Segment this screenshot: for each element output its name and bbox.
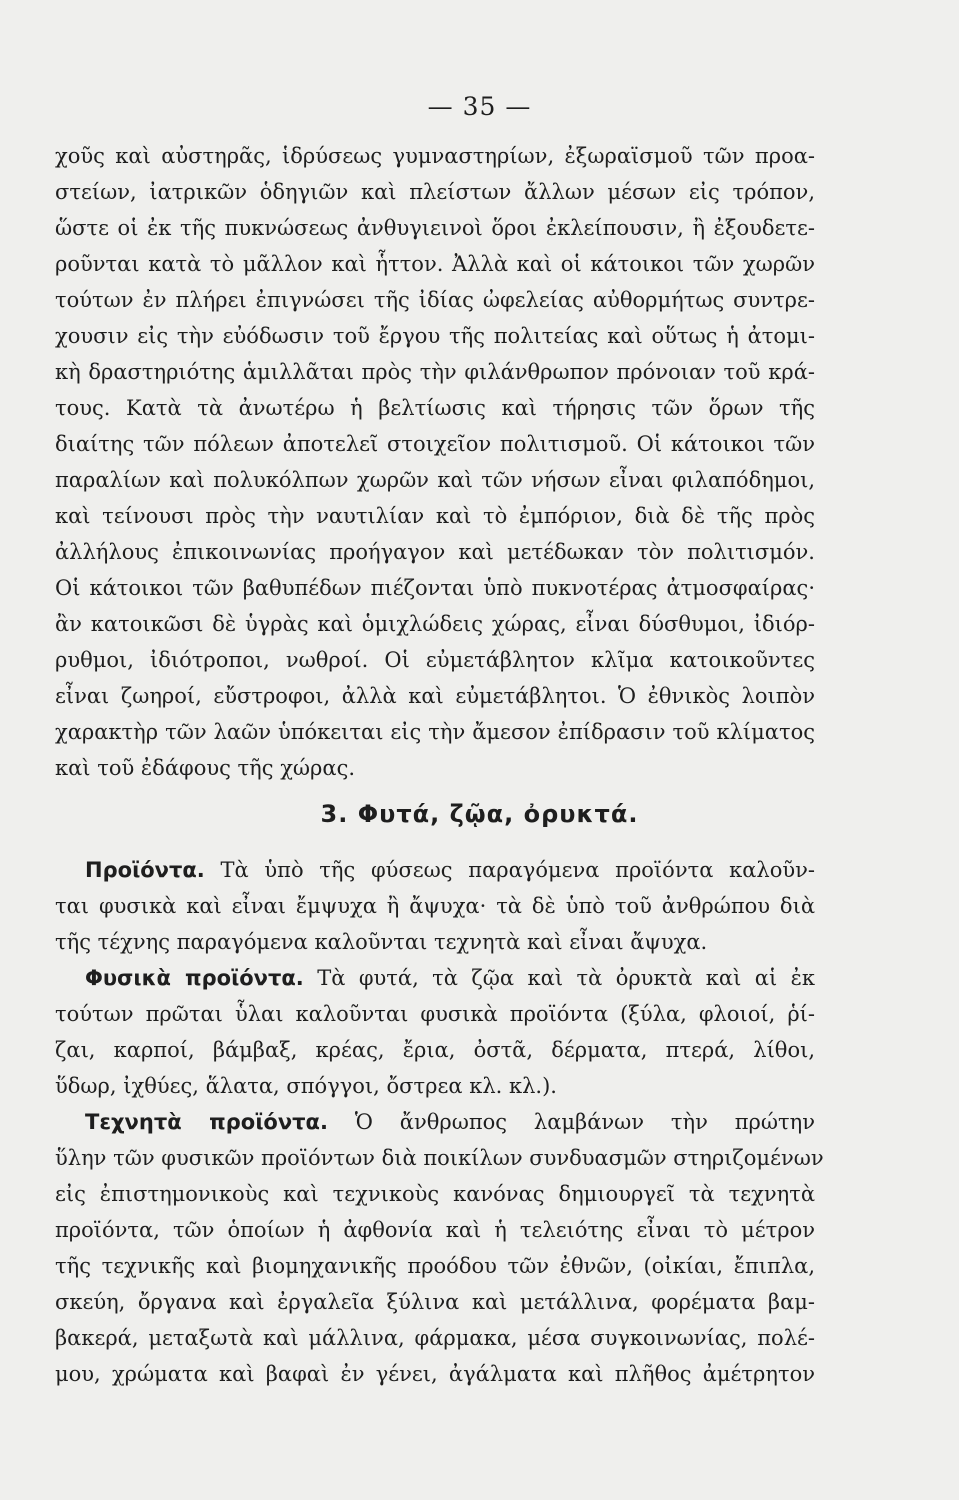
text-line: μου, χρώματα καὶ βαφαὶ ἐν γένει, ἀγάλματα καὶ πλῆθος ἀμέτρητον — [55, 1362, 815, 1386]
paragraph-climate — [55, 138, 815, 786]
text-line: τούτων ἐν πλήρει ἐπιγνώσει τῆς ἰδίας ὠφελείας αὐθορμήτως συντρε- — [55, 288, 815, 312]
text-line: κὴ δραστηριότης ἁμιλλᾶται πρὸς τὴν φιλάνθρωπον πρόνοιαν τοῦ κρά- — [55, 360, 815, 384]
section-heading: 3. Φυτά, ζῷα, ὀρυκτά. — [320, 800, 639, 828]
text-line: διαίτης τῶν πόλεων ἀποτελεῖ στοιχεῖον πολιτισμοῦ. Οἱ κάτοικοι τῶν — [55, 432, 815, 456]
text-line: τῆς τεχνικῆς καὶ βιομηχανικῆς προόδου τῶν ἐθνῶν, (οἰκίαι, ἔπιπλα, — [55, 1254, 815, 1278]
text-line: τῆς τέχνης παραγόμενα καλοῦνται τεχνητὰ καὶ εἶναι ἄψυχα. — [55, 930, 708, 954]
text-line: παραλίων καὶ πολυκόλπων χωρῶν καὶ τῶν νήσων εἶναι φιλαπόδημοι, — [55, 468, 815, 492]
line-text: Τὰ ὑπὸ τῆς φύσεως παραγόμενα προϊόντα καλοῦν- — [204, 858, 815, 882]
lead-term-artificial-products: Τεχνητὰ προϊόντα. — [85, 1110, 328, 1134]
text-line: Οἱ κάτοικοι τῶν βαθυπέδων πιέζονται ὑπὸ πυκνοτέρας ἀτμοσφαίρας· — [55, 576, 815, 600]
text-line: καὶ τοῦ ἐδάφους τῆς χώρας. — [55, 756, 356, 780]
text-line: ται φυσικὰ καὶ εἶναι ἔμψυχα ἢ ἄψυχα· τὰ δὲ ὑπὸ τοῦ ἀνθρώπου διὰ — [55, 894, 815, 918]
text-line: σκεύη, ὄργανα καὶ ἐργαλεῖα ξύλινα καὶ μετάλλινα, φορέματα βαμ- — [55, 1290, 815, 1314]
text-line: χουσιν εἰς τὴν εὐόδωσιν τοῦ ἔργου τῆς πολιτείας καὶ οὕτως ἡ ἀτομι- — [55, 324, 815, 348]
line-text: Τὰ φυτά, τὰ ζῷα καὶ τὰ ὀρυκτὰ καὶ αἱ ἐκ — [303, 966, 815, 990]
text-line — [55, 852, 815, 888]
text-line: ροῦνται κατὰ τὸ μᾶλλον καὶ ἧττον. Ἀλλὰ καὶ οἱ κάτοικοι τῶν χωρῶν — [55, 252, 815, 276]
lead-term-products: Προϊόντα. — [85, 858, 205, 882]
text-line: εἰς ἐπιστημονικοὺς καὶ τεχνικοὺς κανόνας δημιουργεῖ τὰ τεχνητὰ — [55, 1182, 815, 1206]
text-line: ὕδωρ, ἰχθύες, ἅλατα, σπόγγοι, ὄστρεα κλ. κλ.). — [55, 1074, 557, 1098]
lead-term-natural-products: Φυσικὰ προϊόντα. — [85, 966, 304, 990]
page-number: — 35 — — [427, 92, 532, 121]
text-line: ὥστε οἱ ἐκ τῆς πυκνώσεως ἀνθυγιεινοὶ ὅροι ἐκλείπουσιν, ἢ ἐξουδετε- — [55, 216, 815, 240]
text-line: ρυθμοι, ἰδιότροποι, νωθροί. Οἱ εὐμετάβλητον κλῖμα κατοικοῦντες — [55, 648, 815, 672]
text-line: ἀλλήλους ἐπικοινωνίας προήγαγον καὶ μετέδωκαν τὸν πολιτισμόν. — [55, 540, 815, 564]
text-line — [55, 1104, 815, 1140]
text-line: ζαι, καρποί, βάμβαξ, κρέας, ἔρια, ὀστᾶ, δέρματα, πτερά, λίθοι, — [55, 1038, 815, 1062]
text-line: τούτων πρῶται ὗλαι καλοῦνται φυσικὰ προϊόντα (ξύλα, φλοιοί, ῥί- — [55, 1002, 815, 1026]
text-line: καὶ τείνουσι πρὸς τὴν ναυτιλίαν καὶ τὸ ἐμπόριον, διὰ δὲ τῆς πρὸς — [55, 504, 815, 528]
text-line: στείων, ἰατρικῶν ὁδηγιῶν καὶ πλείστων ἄλλων μέσων εἰς τρόπον, — [55, 180, 815, 204]
text-line: εἶναι ζωηροί, εὔστροφοι, ἀλλὰ καὶ εὐμετάβλητοι. Ὁ ἐθνικὸς λοιπὸν — [55, 684, 815, 708]
text-line: ὕλην τῶν φυσικῶν προϊόντων διὰ ποικίλων συνδυασμῶν στηριζομένων — [55, 1146, 824, 1170]
text-line: χαρακτὴρ τῶν λαῶν ὑπόκειται εἰς τὴν ἄμεσον ἐπίδρασιν τοῦ κλίματος — [55, 720, 815, 744]
text-line: τους. Κατὰ τὰ ἀνωτέρω ἡ βελτίωσις καὶ τήρησις τῶν ὅρων τῆς — [55, 396, 815, 420]
text-line: χοῦς καὶ αὐστηρᾶς, ἱδρύσεως γυμναστηρίων, ἐξωραϊσμοῦ τῶν προα- — [55, 144, 815, 168]
line-text: Ὁ ἄνθρωπος λαμβάνων τὴν πρώτην — [327, 1110, 815, 1134]
text-line: προϊόντα, τῶν ὁποίων ἡ ἀφθονία καὶ ἡ τελειότης εἶναι τὸ μέτρον — [55, 1218, 815, 1242]
text-line — [55, 960, 815, 996]
text-line: βακερά, μεταξωτὰ καὶ μάλλινα, φάρμακα, μέσα συγκοινωνίας, πολέ- — [55, 1326, 815, 1350]
text-line: ἂν κατοικῶσι δὲ ὑγρὰς καὶ ὁμιχλώδεις χώρας, εἶναι δύσθυμοι, ἰδιόρ- — [55, 612, 815, 636]
paragraphs-products — [55, 852, 824, 1392]
